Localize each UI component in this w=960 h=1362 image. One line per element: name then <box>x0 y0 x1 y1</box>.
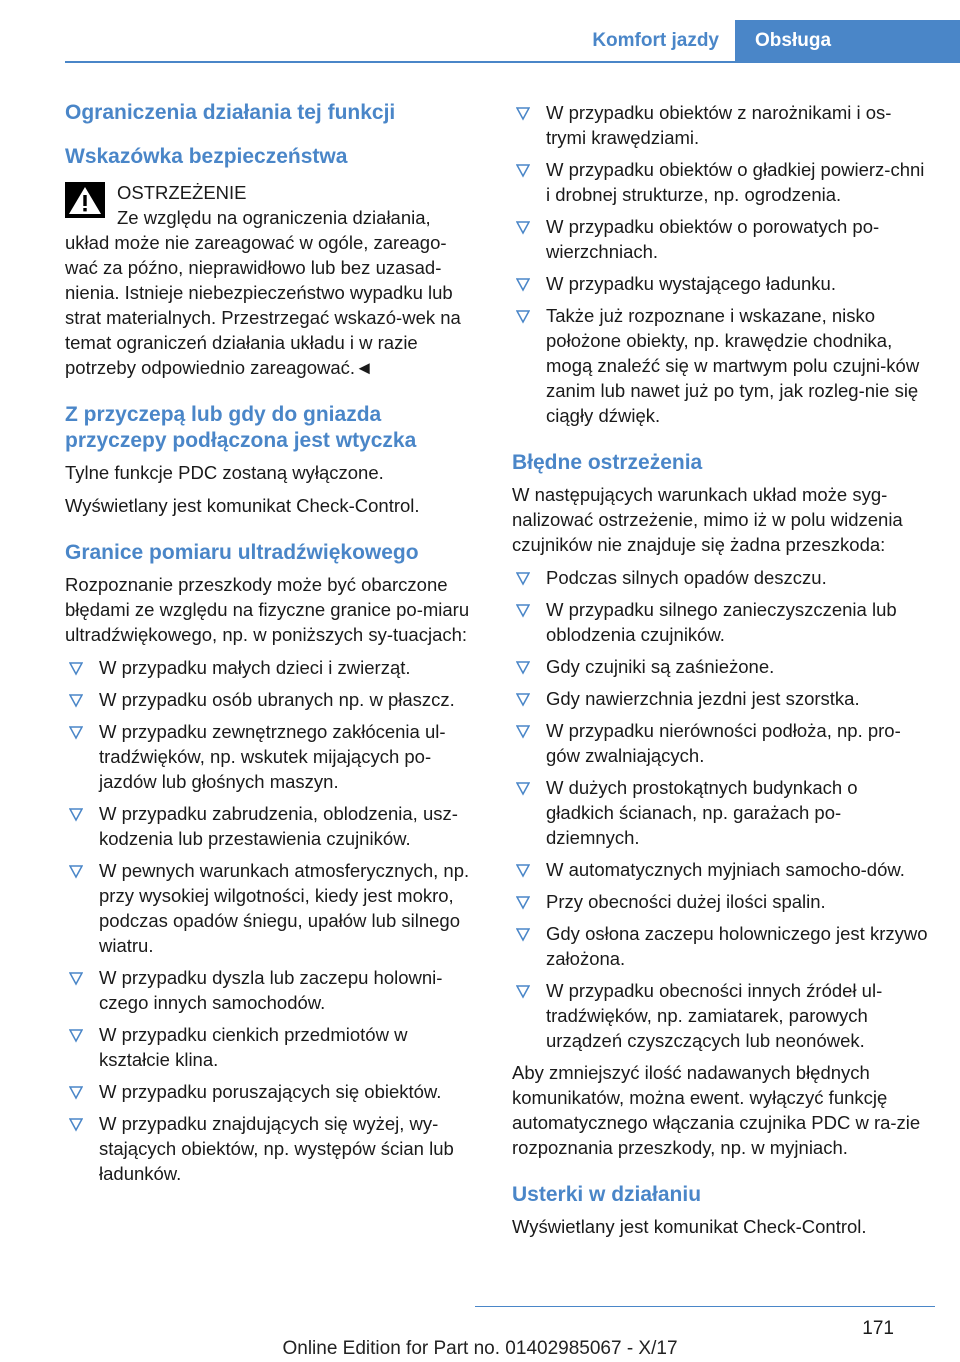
triangle-bullet-icon <box>516 923 530 945</box>
triangle-bullet-icon <box>69 1113 83 1135</box>
list-item <box>512 565 930 590</box>
objects-list <box>512 100 930 428</box>
list-item <box>512 978 930 1053</box>
tab-obsluga[interactable]: Obsługa <box>735 20 960 62</box>
triangle-bullet-icon <box>69 860 83 882</box>
list-item <box>65 687 477 712</box>
list-item-text: W przypadku zabrudzenia, oblodzenia, usz-kodzenia lub przestawienia czujników. <box>99 803 458 849</box>
heading-ultrasonic: Granice pomiaru ultradźwiękowego <box>65 541 419 564</box>
warning-line1: Ze względu na ograniczenia działania, <box>117 207 431 228</box>
list-item <box>65 1111 477 1186</box>
heading-false-warnings: Błędne ostrzeżenia <box>512 451 703 474</box>
list-item-text: Także już rozpoznane i wskazane, nisko położone obiekty, np. krawędzie chodnika, mogą znaleźć się w martwym polu czujni-ków zanim lub nawet już po tym, jak rozleg-nie się ciągły dźwięk. <box>546 305 920 426</box>
list-item-text: W dużych prostokątnych budynkach o gładkich ścianach, np. garażach po-dziemnych. <box>546 777 858 848</box>
triangle-bullet-icon <box>69 803 83 825</box>
triangle-bullet-icon <box>516 688 530 710</box>
list-item-text: W przypadku poruszających się obiektów. <box>99 1081 442 1102</box>
triangle-bullet-icon <box>69 689 83 711</box>
page-header <box>0 0 960 62</box>
left-column <box>65 100 477 1193</box>
triangle-bullet-icon <box>69 657 83 679</box>
warning-box <box>65 180 477 380</box>
list-item <box>512 718 930 768</box>
header-rule <box>65 61 960 63</box>
triangle-bullet-icon <box>516 656 530 678</box>
list-item-text: W przypadku małych dzieci i zwierząt. <box>99 657 411 678</box>
list-item <box>512 857 930 882</box>
triangle-bullet-icon <box>516 567 530 589</box>
list-item <box>65 801 477 851</box>
list-item-text: Przy obecności dużej ilości spalin. <box>546 891 826 912</box>
heading-faults: Usterki w działaniu <box>512 1183 702 1206</box>
list-item-text: W przypadku silnego zanieczyszczenia lub oblodzenia czujników. <box>546 599 897 645</box>
list-item-text: W przypadku dyszla lub zaczepu holowni-czego innych samochodów. <box>99 967 443 1013</box>
triangle-bullet-icon <box>516 159 530 181</box>
list-item <box>65 655 477 680</box>
list-item <box>512 303 930 428</box>
triangle-bullet-icon <box>516 720 530 742</box>
list-item <box>512 775 930 850</box>
list-item <box>512 686 930 711</box>
triangle-bullet-icon <box>516 980 530 1002</box>
list-item-text: W pewnych warunkach atmosferycznych, np. przy wysokiej wilgotności, kiedy jest mokro, podczas opadów śniegu, upałów lub silnego wiatru. <box>99 860 470 956</box>
triangle-bullet-icon <box>516 273 530 295</box>
list-item <box>512 157 930 207</box>
list-item-text: W przypadku obiektów o porowatych po-wierzchniach. <box>546 216 880 262</box>
heading-safety: Wskazówka bezpieczeństwa <box>65 145 348 168</box>
list-item <box>65 1079 477 1104</box>
trailer-text-1: Tylne funkcje PDC zostaną wyłączone. <box>65 462 384 483</box>
list-item <box>65 719 477 794</box>
list-item-text: Gdy osłona zaczepu holowniczego jest krzywo założona. <box>546 923 928 969</box>
triangle-bullet-icon <box>516 216 530 238</box>
triangle-bullet-icon <box>516 777 530 799</box>
tab-komfort-jazdy[interactable]: Komfort jazdy <box>592 30 719 51</box>
warning-icon <box>65 182 105 218</box>
triangle-bullet-icon <box>516 599 530 621</box>
list-item-text: W przypadku wystającego ładunku. <box>546 273 836 294</box>
false-warnings-advice: Aby zmniejszyć ilość nadawanych błędnych komunikatów, można ewent. wyłączyć funkcję automatycznego włączania czujnika PDC w ra-zie rozpoznania przeszkody, np. w myjniach. <box>512 1062 921 1158</box>
trailer-text-2: Wyświetlany jest komunikat Check-Control. <box>65 495 420 516</box>
list-item <box>65 858 477 958</box>
list-item-text: W przypadku cienkich przedmiotów w kształcie klina. <box>99 1024 408 1070</box>
list-item-text: W przypadku zewnętrznego zakłócenia ul-tradźwięków, np. wskutek mijających po-jazdów lub głośnych maszyn. <box>99 721 446 792</box>
footer-rule <box>475 1306 935 1307</box>
triangle-bullet-icon <box>69 967 83 989</box>
list-item-text: Gdy nawierzchnia jezdni jest szorstka. <box>546 688 860 709</box>
list-item <box>512 100 930 150</box>
triangle-bullet-icon <box>516 102 530 124</box>
list-item <box>512 654 930 679</box>
list-item-text: W przypadku obiektów o gładkiej powierz-chni i drobnej strukturze, np. ogrodzenia. <box>546 159 925 205</box>
warning-text: układ może nie zareagować w ogóle, zareago-wać za późno, nieprawidłowo lub bez uzasad-nienia. Istnieje niebezpieczeństwo wypadku lub strat materialnych. Przestrzegać wskazó-wek na temat ograniczeń działania układu i w razie potrzeby odpowiednio zareagować.◄ <box>65 232 461 378</box>
list-item <box>512 889 930 914</box>
heading-limits: Ograniczenia działania tej funkcji <box>65 101 396 124</box>
list-item <box>512 597 930 647</box>
list-item <box>65 965 477 1015</box>
faults-text: Wyświetlany jest komunikat Check-Control. <box>512 1216 867 1237</box>
ultrasonic-text: Rozpoznanie przeszkody może być obarczone błędami ze względu na fizyczne granice po-miaru ultradźwiękowego, np. w poniższych sy-tuacjach: <box>65 574 470 645</box>
false-warnings-list <box>512 565 930 1053</box>
list-item-text: W przypadku obecności innych źródeł ul-tradźwięków, np. zamiatarek, parowych urządzeń czyszczących lub neonówek. <box>546 980 883 1051</box>
triangle-bullet-icon <box>69 1024 83 1046</box>
list-item-text: W przypadku obiektów z narożnikami i os-trymi krawędziami. <box>546 102 892 148</box>
page-number: 171 <box>862 1318 894 1339</box>
false-warnings-text: W następujących warunkach układ może syg-nalizować ostrzeżenie, mimo iż w polu widzenia czujników nie znajduje się żadna przeszkoda: <box>512 484 903 555</box>
list-item-text: Podczas silnych opadów deszczu. <box>546 567 827 588</box>
list-item-text: Gdy czujniki są zaśnieżone. <box>546 656 775 677</box>
list-item-text: W przypadku znajdujących się wyżej, wy-stających obiektów, np. występów ścian lub ładunków. <box>99 1113 454 1184</box>
footer-edition: Online Edition for Part no. 01402985067 - X/17 <box>282 1338 678 1359</box>
list-item-text: W automatycznych myjniach samocho-dów. <box>546 859 905 880</box>
triangle-bullet-icon <box>69 1081 83 1103</box>
list-item <box>512 271 930 296</box>
list-item <box>512 921 930 971</box>
list-item <box>512 214 930 264</box>
triangle-bullet-icon <box>516 859 530 881</box>
triangle-bullet-icon <box>516 891 530 913</box>
list-item-text: W przypadku osób ubranych np. w płaszcz. <box>99 689 455 710</box>
warning-title: OSTRZEŻENIE <box>117 182 247 203</box>
list-item-text: W przypadku nierówności podłoża, np. pro-gów zwalniających. <box>546 720 901 766</box>
heading-trailer: Z przyczepą lub gdy do gniazda przyczepy podłączona jest wtyczka <box>65 403 417 452</box>
right-column <box>512 100 930 1247</box>
list-item <box>65 1022 477 1072</box>
triangle-bullet-icon <box>69 721 83 743</box>
ultrasonic-list <box>65 655 477 1186</box>
triangle-bullet-icon <box>516 305 530 327</box>
